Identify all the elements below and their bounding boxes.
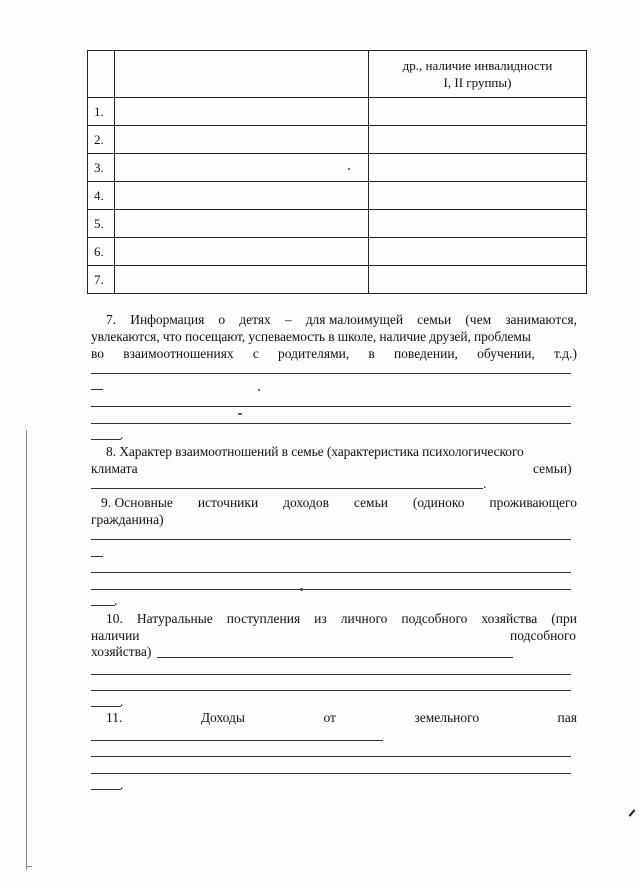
row-number: 3.: [88, 154, 115, 182]
section9-line1: [101, 494, 577, 511]
word: доходов: [283, 495, 329, 510]
table-header-cell-name: [115, 51, 369, 98]
answer-line: [91, 789, 121, 790]
answer-line: [91, 488, 483, 489]
section11-end-mark: .: [120, 777, 124, 792]
family-members-table: [87, 50, 587, 294]
table-cell: [115, 154, 369, 182]
word: –: [284, 312, 292, 327]
table-cell: [115, 238, 369, 266]
table-row: [88, 266, 587, 294]
answer-line: [91, 756, 571, 757]
section7-end-mark: .: [120, 427, 124, 442]
section7-line2: увлекаются, что посещают, успеваемость в школе, наличие друзей, проблемы: [91, 329, 531, 344]
answer-line: [91, 439, 121, 440]
answer-line: [157, 657, 513, 658]
row-number: 7.: [88, 266, 115, 294]
table-row: [88, 154, 587, 182]
table-cell: [115, 182, 369, 210]
word: хозяйства: [481, 611, 538, 626]
answer-line: [91, 423, 571, 424]
section11-line1: [106, 709, 577, 726]
word: поступления: [226, 611, 301, 626]
word: семьи: [417, 312, 452, 327]
word: 7.: [106, 312, 117, 327]
scan-speck: [348, 168, 350, 170]
table-header-disability-line1: др., наличие инвалидности: [402, 58, 553, 73]
section8-line1: 8. Характер взаимоотношений в семье (характеристика психологического: [106, 444, 524, 459]
section10-line2-left: наличии: [91, 628, 140, 643]
section10-end-mark: .: [120, 694, 124, 709]
word: Доходы: [200, 710, 245, 725]
answer-line: [91, 572, 571, 573]
section7-line1: [106, 311, 577, 328]
table-cell: [115, 98, 369, 126]
table-header-disability-line2: I, II группы): [443, 75, 512, 90]
answer-line: [91, 373, 571, 374]
table-header-cell-disability: [369, 51, 587, 98]
section8-line2-left: климата: [91, 461, 138, 476]
word: (чем: [465, 312, 492, 327]
table-cell: [369, 238, 587, 266]
table-row: [88, 238, 587, 266]
table-header-row: [88, 51, 587, 98]
word: Информация: [130, 312, 205, 327]
word: в: [368, 346, 375, 361]
word: семьи: [353, 495, 388, 510]
section8-end-mark: .: [483, 476, 487, 491]
word: занимаются,: [505, 312, 577, 327]
answer-line: [91, 605, 115, 606]
scan-edge-corner: [26, 866, 32, 867]
scan-speck: [258, 389, 260, 391]
word: от: [323, 710, 336, 725]
word: (при: [551, 611, 577, 626]
row-number: 5.: [88, 210, 115, 238]
word: 10.: [106, 611, 123, 626]
table-cell: [115, 126, 369, 154]
word: взаимоотношениях: [123, 346, 234, 361]
table-row: [88, 126, 587, 154]
word: проживающего: [489, 495, 577, 510]
table-header-cell-number: [88, 51, 115, 98]
table-row: [88, 182, 587, 210]
word: детях: [239, 312, 271, 327]
answer-line: [91, 706, 121, 707]
word: 9. Основные: [101, 495, 173, 510]
answer-line: [91, 539, 571, 540]
answer-line: [91, 406, 571, 407]
answer-line: [91, 674, 571, 675]
word: Натуральные: [136, 611, 213, 626]
word: подсобного: [401, 611, 468, 626]
scan-mark: [629, 809, 636, 816]
answer-line: [91, 589, 571, 590]
answer-line: [91, 690, 571, 691]
word: с: [252, 346, 259, 361]
section9-line2: гражданина): [91, 512, 164, 527]
row-number: 2.: [88, 126, 115, 154]
section10-line1: [106, 610, 577, 627]
table-cell: [369, 98, 587, 126]
scan-edge-line: [26, 430, 27, 870]
section7-line3: [91, 345, 577, 362]
table-cell: [369, 182, 587, 210]
word: источники: [197, 495, 259, 510]
word: из: [314, 611, 327, 626]
scan-speck: [238, 413, 242, 415]
answer-line: [91, 389, 103, 390]
word: пая: [557, 710, 577, 725]
word: (одиноко: [412, 495, 465, 510]
table-cell: [369, 126, 587, 154]
answer-line: [91, 556, 103, 557]
section8-line2-right: семьи): [533, 461, 572, 476]
table-cell: [369, 210, 587, 238]
answer-line: [91, 740, 383, 741]
row-number: 1.: [88, 98, 115, 126]
word: во: [91, 346, 105, 361]
row-number: 6.: [88, 238, 115, 266]
table-cell: [115, 210, 369, 238]
section10-line3: хозяйства): [91, 644, 152, 659]
row-number: 4.: [88, 182, 115, 210]
word: поведении,: [393, 346, 458, 361]
table-row: [88, 98, 587, 126]
word: личного: [340, 611, 388, 626]
table-cell: [369, 154, 587, 182]
table-cell: [369, 266, 587, 294]
word: земельного: [414, 710, 480, 725]
word: 11.: [106, 710, 123, 725]
scan-speck: [300, 588, 303, 591]
word: о: [218, 312, 226, 327]
word: родителями,: [278, 346, 350, 361]
table-cell: [115, 266, 369, 294]
answer-line: [91, 773, 571, 774]
section9-end-mark: .: [114, 593, 118, 608]
word: для малоимущей: [305, 312, 404, 327]
word: обучении,: [477, 346, 535, 361]
word: т.д.): [553, 346, 577, 361]
section10-line2-right: подсобного: [510, 628, 576, 643]
table-row: [88, 210, 587, 238]
